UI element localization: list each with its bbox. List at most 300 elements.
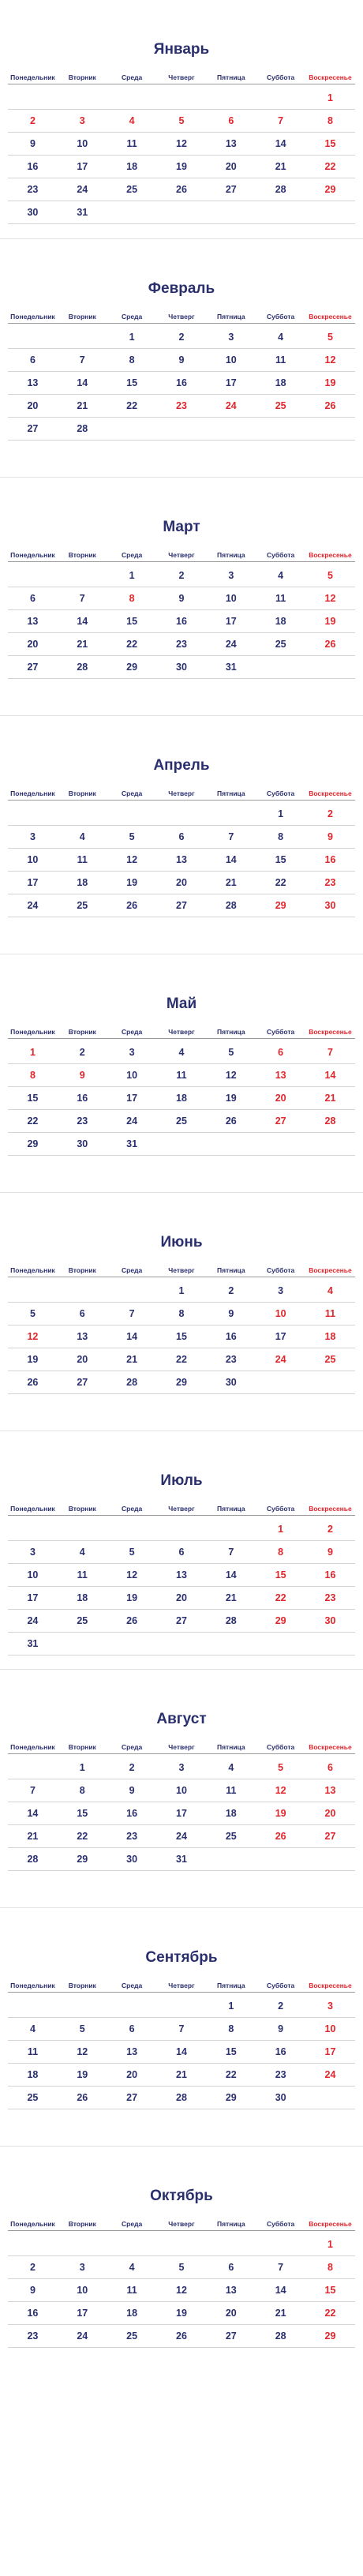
day-cell: 29 xyxy=(324,184,336,195)
weekday-header: Четверг xyxy=(168,313,195,321)
day-cell: 17 xyxy=(324,2046,336,2057)
day-cell xyxy=(58,2233,107,2255)
day-cell: 4 xyxy=(79,831,85,842)
weekday-header: Суббота xyxy=(267,1028,295,1036)
week-row xyxy=(8,564,355,587)
month-block xyxy=(0,715,363,954)
week-row xyxy=(8,372,355,395)
weekday-header: Вторник xyxy=(68,73,96,81)
week-row xyxy=(8,894,355,917)
day-cell: 23 xyxy=(324,1592,336,1603)
weekday-header: Вторник xyxy=(68,789,96,797)
week-row xyxy=(8,656,355,679)
week-row xyxy=(8,1280,355,1303)
day-cell: 1 xyxy=(327,2239,333,2250)
day-cell: 5 xyxy=(178,2262,185,2273)
weekday-header: Суббота xyxy=(267,1505,295,1513)
day-cell xyxy=(107,1518,157,1540)
day-cell: 31 xyxy=(225,662,237,673)
day-cell: 25 xyxy=(324,1354,336,1365)
weekday-header: Четверг xyxy=(168,1982,195,1989)
week-row xyxy=(8,1541,355,1564)
day-cell: 23 xyxy=(176,639,187,650)
day-cell: 4 xyxy=(327,1285,333,1296)
day-cell: 6 xyxy=(29,354,36,366)
day-cell xyxy=(256,87,305,109)
day-cell: 11 xyxy=(126,2285,137,2296)
day-cell xyxy=(107,2233,157,2255)
day-cell: 24 xyxy=(225,400,237,411)
day-cell: 29 xyxy=(27,1138,39,1149)
day-cell: 8 xyxy=(79,1785,85,1796)
day-cell: 20 xyxy=(225,2308,237,2319)
day-cell: 3 xyxy=(29,1547,36,1558)
weekday-header: Понедельник xyxy=(10,313,55,321)
day-cell xyxy=(8,1995,58,2017)
day-cell: 1 xyxy=(327,92,333,103)
day-cell: 11 xyxy=(275,354,286,366)
week-row xyxy=(8,1848,355,1871)
day-cell: 21 xyxy=(275,2308,286,2319)
weekday-header-row xyxy=(8,2219,355,2231)
day-cell: 13 xyxy=(176,1569,187,1580)
day-cell: 13 xyxy=(176,854,187,865)
weekday-header: Четверг xyxy=(168,789,195,797)
week-row xyxy=(8,1133,355,1156)
day-cell xyxy=(206,1133,256,1155)
week-row xyxy=(8,1303,355,1325)
day-cell: 3 xyxy=(79,2262,85,2273)
day-cell xyxy=(157,803,207,825)
day-cell: 25 xyxy=(126,2330,138,2342)
weekday-header: Среда xyxy=(122,1982,143,1989)
weekday-header: Воскресенье xyxy=(309,2220,352,2228)
day-cell: 11 xyxy=(226,1785,237,1796)
weekday-header: Воскресенье xyxy=(309,1028,352,1036)
day-cell: 15 xyxy=(126,377,138,388)
day-cell xyxy=(58,1280,107,1302)
month-block xyxy=(0,477,363,715)
day-cell: 8 xyxy=(178,1308,185,1319)
day-cell xyxy=(58,1518,107,1540)
day-cell: 9 xyxy=(178,354,185,366)
day-cell: 5 xyxy=(129,1547,135,1558)
weekday-header: Понедельник xyxy=(10,1982,55,1989)
day-cell xyxy=(305,1848,355,1870)
day-cell: 21 xyxy=(77,639,88,650)
weekday-header: Среда xyxy=(122,2220,143,2228)
day-cell xyxy=(206,1518,256,1540)
day-cell: 14 xyxy=(225,1569,237,1580)
week-row xyxy=(8,1348,355,1371)
day-cell xyxy=(8,1757,58,1779)
day-cell xyxy=(256,1633,305,1655)
day-cell: 12 xyxy=(126,1569,138,1580)
day-cell: 12 xyxy=(275,1785,286,1796)
day-cell: 16 xyxy=(27,161,39,172)
weekday-header: Пятница xyxy=(216,2220,245,2228)
day-cell: 16 xyxy=(77,1093,88,1104)
day-cell: 7 xyxy=(178,2023,185,2034)
day-cell: 4 xyxy=(79,1547,85,1558)
day-cell: 10 xyxy=(275,1308,286,1319)
week-row xyxy=(8,418,355,441)
day-cell: 11 xyxy=(275,593,286,604)
day-cell: 21 xyxy=(275,161,286,172)
day-cell: 20 xyxy=(77,1354,88,1365)
day-cell: 11 xyxy=(27,2046,39,2057)
weekday-header: Воскресенье xyxy=(309,1743,352,1751)
day-cell: 3 xyxy=(79,115,85,126)
week-row xyxy=(8,1802,355,1825)
day-cell: 26 xyxy=(275,1831,286,1842)
day-cell: 7 xyxy=(278,115,284,126)
weekday-header: Суббота xyxy=(267,2220,295,2228)
day-cell: 16 xyxy=(126,1808,138,1819)
day-cell: 19 xyxy=(225,1093,237,1104)
day-cell: 24 xyxy=(275,1354,286,1365)
day-cell: 16 xyxy=(27,2308,39,2319)
day-cell xyxy=(107,201,157,223)
day-cell: 20 xyxy=(27,639,39,650)
day-cell: 22 xyxy=(275,877,286,888)
day-cell: 30 xyxy=(324,1615,336,1626)
weekday-header-row xyxy=(8,1027,355,1039)
week-row xyxy=(8,1779,355,1802)
day-cell: 10 xyxy=(77,138,88,149)
day-cell: 27 xyxy=(275,1116,286,1127)
day-cell: 28 xyxy=(27,1854,39,1865)
week-row xyxy=(8,349,355,372)
day-cell xyxy=(58,803,107,825)
day-cell: 24 xyxy=(225,639,237,650)
day-cell: 22 xyxy=(225,2069,237,2080)
day-cell: 8 xyxy=(129,593,135,604)
day-cell: 2 xyxy=(29,2262,36,2273)
week-row xyxy=(8,87,355,110)
week-row xyxy=(8,849,355,872)
weekday-header: Воскресенье xyxy=(309,313,352,321)
day-cell: 22 xyxy=(77,1831,88,1842)
weekday-header: Четверг xyxy=(168,2220,195,2228)
day-cell: 3 xyxy=(278,1285,284,1296)
day-cell: 27 xyxy=(126,2092,138,2103)
day-cell: 3 xyxy=(29,831,36,842)
day-cell: 15 xyxy=(275,1569,286,1580)
day-cell: 27 xyxy=(176,900,187,911)
weekday-header: Четверг xyxy=(168,1266,195,1274)
day-cell: 27 xyxy=(27,423,39,434)
day-cell: 25 xyxy=(176,1116,187,1127)
day-cell: 24 xyxy=(27,900,39,911)
day-cell: 16 xyxy=(176,616,187,627)
weekday-header: Пятница xyxy=(216,1028,245,1036)
day-cell xyxy=(305,418,355,440)
day-cell: 2 xyxy=(228,1285,234,1296)
day-cell: 8 xyxy=(29,1070,36,1081)
day-cell: 12 xyxy=(324,354,336,366)
day-cell: 26 xyxy=(126,1615,138,1626)
day-cell: 8 xyxy=(228,2023,234,2034)
day-cell: 6 xyxy=(327,1762,333,1773)
day-cell: 19 xyxy=(27,1354,39,1365)
day-cell xyxy=(206,418,256,440)
week-row xyxy=(8,872,355,894)
weekday-header: Среда xyxy=(122,551,143,559)
week-row xyxy=(8,2233,355,2256)
weekday-header: Четверг xyxy=(168,1505,195,1513)
day-cell: 31 xyxy=(176,1854,187,1865)
week-row xyxy=(8,1995,355,2018)
day-cell: 16 xyxy=(324,1569,336,1580)
day-cell xyxy=(8,1280,58,1302)
day-cell: 8 xyxy=(327,2262,333,2273)
week-row xyxy=(8,178,355,201)
day-cell: 15 xyxy=(275,854,286,865)
day-cell: 18 xyxy=(225,1808,237,1819)
day-cell xyxy=(107,1633,157,1655)
day-cell: 29 xyxy=(275,1615,286,1626)
weekday-header: Четверг xyxy=(168,1743,195,1751)
day-cell: 10 xyxy=(225,354,237,366)
weekday-header: Вторник xyxy=(68,1743,96,1751)
day-cell: 25 xyxy=(77,900,88,911)
weekday-header: Суббота xyxy=(267,1982,295,1989)
day-cell: 5 xyxy=(228,1047,234,1058)
day-cell xyxy=(8,2233,58,2255)
day-cell: 12 xyxy=(324,593,336,604)
day-cell: 26 xyxy=(324,639,336,650)
week-row xyxy=(8,1633,355,1655)
weekday-header: Пятница xyxy=(216,1982,245,1989)
week-row xyxy=(8,2256,355,2279)
weekday-header: Воскресенье xyxy=(309,73,352,81)
day-cell: 28 xyxy=(176,2092,187,2103)
weekday-header: Понедельник xyxy=(10,2220,55,2228)
day-cell xyxy=(107,803,157,825)
day-cell: 10 xyxy=(77,2285,88,2296)
day-cell xyxy=(157,1633,207,1655)
day-cell: 15 xyxy=(225,2046,237,2057)
day-cell xyxy=(157,201,207,223)
day-cell: 6 xyxy=(228,115,234,126)
day-cell: 6 xyxy=(129,2023,135,2034)
day-cell: 20 xyxy=(176,877,187,888)
day-cell: 21 xyxy=(27,1831,39,1842)
weekday-header-row xyxy=(8,550,355,562)
day-cell: 23 xyxy=(275,2069,286,2080)
day-cell: 7 xyxy=(129,1308,135,1319)
month-title: Январь xyxy=(153,41,210,58)
day-cell: 9 xyxy=(129,1785,135,1796)
day-cell: 6 xyxy=(178,831,185,842)
weekday-header: Воскресенье xyxy=(309,551,352,559)
day-cell xyxy=(58,87,107,109)
day-cell xyxy=(58,1633,107,1655)
day-cell: 8 xyxy=(129,354,135,366)
weekday-header: Среда xyxy=(122,73,143,81)
weekday-header-row xyxy=(8,73,355,84)
weekday-header: Воскресенье xyxy=(309,1982,352,1989)
week-row xyxy=(8,395,355,418)
week-row xyxy=(8,2279,355,2302)
week-row xyxy=(8,2064,355,2087)
day-cell xyxy=(206,2233,256,2255)
month-title: Сентябрь xyxy=(145,1949,218,1966)
weekday-header: Вторник xyxy=(68,313,96,321)
day-cell: 4 xyxy=(278,570,284,581)
day-cell: 14 xyxy=(77,616,88,627)
day-cell: 28 xyxy=(275,184,286,195)
day-cell: 6 xyxy=(79,1308,85,1319)
day-cell: 29 xyxy=(77,1854,88,1865)
week-row xyxy=(8,2302,355,2325)
day-cell xyxy=(305,201,355,223)
day-cell: 18 xyxy=(275,377,286,388)
day-cell: 30 xyxy=(27,207,39,218)
day-cell: 13 xyxy=(27,377,39,388)
day-cell: 18 xyxy=(324,1331,336,1342)
day-cell: 27 xyxy=(77,1377,88,1388)
day-cell: 9 xyxy=(327,831,333,842)
day-cell: 18 xyxy=(126,161,138,172)
day-cell: 24 xyxy=(77,2330,88,2342)
day-cell: 25 xyxy=(77,1615,88,1626)
day-cell: 14 xyxy=(27,1808,39,1819)
week-row xyxy=(8,2041,355,2064)
day-cell: 26 xyxy=(126,900,138,911)
day-cell: 17 xyxy=(225,377,237,388)
weekday-header: Среда xyxy=(122,1743,143,1751)
weekday-header-row xyxy=(8,1742,355,1754)
day-cell xyxy=(206,1848,256,1870)
week-row xyxy=(8,1325,355,1348)
day-cell: 26 xyxy=(27,1377,39,1388)
day-cell: 16 xyxy=(176,377,187,388)
day-cell: 17 xyxy=(27,877,39,888)
day-cell: 5 xyxy=(327,570,333,581)
day-cell: 2 xyxy=(327,1524,333,1535)
day-cell: 18 xyxy=(275,616,286,627)
day-cell: 1 xyxy=(278,808,284,819)
day-cell: 12 xyxy=(176,2285,187,2296)
day-cell: 23 xyxy=(27,184,39,195)
month-block xyxy=(0,2146,363,2384)
day-cell xyxy=(157,87,207,109)
day-cell: 17 xyxy=(225,616,237,627)
day-cell: 18 xyxy=(126,2308,138,2319)
day-cell: 15 xyxy=(77,1808,88,1819)
day-cell: 3 xyxy=(228,332,234,343)
weekday-header: Среда xyxy=(122,313,143,321)
weekday-header: Среда xyxy=(122,1505,143,1513)
day-cell: 9 xyxy=(29,2285,36,2296)
day-cell: 14 xyxy=(275,138,286,149)
weekday-header: Суббота xyxy=(267,73,295,81)
day-cell: 30 xyxy=(126,1854,138,1865)
month-title: Апрель xyxy=(153,757,210,774)
month-title: Май xyxy=(166,996,197,1012)
day-cell xyxy=(206,1633,256,1655)
month-block xyxy=(0,238,363,477)
day-cell: 5 xyxy=(178,115,185,126)
day-cell xyxy=(58,564,107,587)
day-cell xyxy=(8,326,58,348)
day-cell: 12 xyxy=(77,2046,88,2057)
day-cell: 11 xyxy=(176,1070,187,1081)
day-cell: 27 xyxy=(225,184,237,195)
day-cell: 11 xyxy=(77,854,88,865)
day-cell: 21 xyxy=(176,2069,187,2080)
day-cell: 17 xyxy=(77,161,88,172)
day-cell: 23 xyxy=(225,1354,237,1365)
day-cell: 26 xyxy=(324,400,336,411)
day-cell: 10 xyxy=(126,1070,138,1081)
day-cell: 10 xyxy=(176,1785,187,1796)
week-row xyxy=(8,2325,355,2348)
week-row xyxy=(8,1610,355,1633)
day-cell: 4 xyxy=(178,1047,185,1058)
day-cell: 15 xyxy=(176,1331,187,1342)
month-title: Август xyxy=(156,1711,207,1727)
day-cell: 24 xyxy=(126,1116,138,1127)
day-cell xyxy=(107,87,157,109)
weekday-header: Воскресенье xyxy=(309,1266,352,1274)
day-cell: 29 xyxy=(324,2330,336,2342)
day-cell: 9 xyxy=(228,1308,234,1319)
day-cell: 2 xyxy=(129,1762,135,1773)
week-row xyxy=(8,133,355,156)
day-cell: 29 xyxy=(176,1377,187,1388)
day-cell: 25 xyxy=(275,400,286,411)
day-cell: 1 xyxy=(129,332,135,343)
weekday-header: Пятница xyxy=(216,73,245,81)
day-cell: 19 xyxy=(126,877,138,888)
day-cell: 2 xyxy=(79,1047,85,1058)
day-cell: 1 xyxy=(278,1524,284,1535)
weekday-header: Суббота xyxy=(267,789,295,797)
day-cell: 29 xyxy=(225,2092,237,2103)
day-cell: 2 xyxy=(29,115,36,126)
day-cell: 18 xyxy=(77,1592,88,1603)
day-cell: 6 xyxy=(29,593,36,604)
day-cell: 14 xyxy=(176,2046,187,2057)
day-cell: 5 xyxy=(29,1308,36,1319)
day-cell: 24 xyxy=(77,184,88,195)
week-row xyxy=(8,1825,355,1848)
day-cell: 11 xyxy=(77,1569,88,1580)
day-cell: 2 xyxy=(178,332,185,343)
day-cell: 27 xyxy=(324,1831,336,1842)
day-cell: 13 xyxy=(225,138,237,149)
day-cell: 13 xyxy=(275,1070,286,1081)
day-cell: 17 xyxy=(126,1093,138,1104)
week-row xyxy=(8,1087,355,1110)
day-cell: 14 xyxy=(77,377,88,388)
day-cell xyxy=(206,87,256,109)
day-cell: 27 xyxy=(27,662,39,673)
day-cell: 22 xyxy=(324,161,336,172)
day-cell: 4 xyxy=(278,332,284,343)
day-cell: 13 xyxy=(27,616,39,627)
weekday-header: Вторник xyxy=(68,1266,96,1274)
week-row xyxy=(8,587,355,610)
day-cell: 28 xyxy=(275,2330,286,2342)
day-cell: 10 xyxy=(27,854,39,865)
day-cell: 6 xyxy=(228,2262,234,2273)
day-cell: 15 xyxy=(27,1093,39,1104)
month-block xyxy=(0,1430,363,1669)
